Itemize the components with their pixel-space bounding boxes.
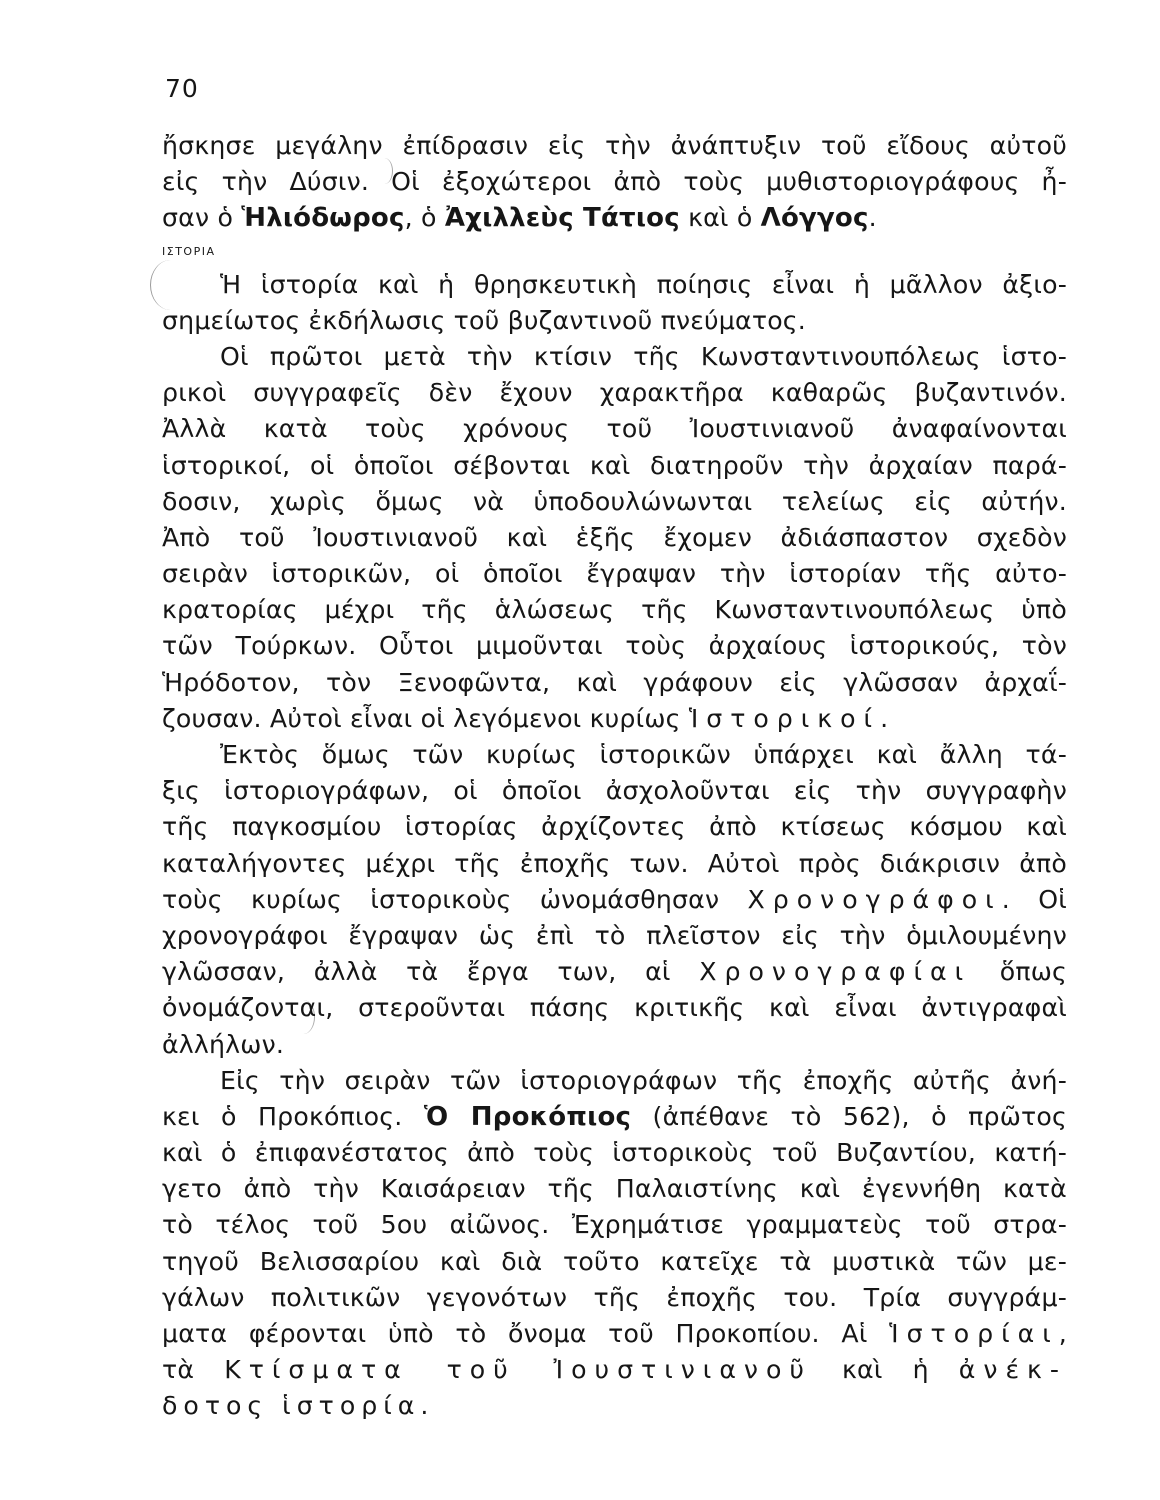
- text-run: , ὁ: [404, 203, 445, 233]
- text-line: Ἀλλὰ κατὰ τοὺς χρόνους τοῦ Ἰουστινιανοῦ ἀναφαίνονται: [162, 414, 1067, 444]
- text-line: Ἐκτὸς ὅμως τῶν κυρίως ἱστορικῶν ὑπάρχει καὶ ἄλλη τά-: [220, 740, 1067, 769]
- name-heliodoros: Ἡλιόδωρος: [241, 203, 405, 234]
- text-line: δοσιν, χωρὶς ὅμως νὰ ὑποδουλώνωνται τελείως εἰς αὐτήν.: [162, 486, 1067, 516]
- text-run: τὰ: [162, 1355, 225, 1385]
- text-run: τοὺς κυρίως ἱστορικοὺς ὠνομάσθησαν: [162, 884, 748, 914]
- name-longos: Λόγγος: [760, 203, 869, 234]
- text-line: καταλήγοντες μέχρι τῆς ἐποχῆς των. Αὐτοὶ πρὸς διάκρισιν ἀπὸ: [162, 848, 1067, 878]
- spaced-term-anekdotos: ἀνέκ-: [958, 1355, 1067, 1385]
- text-line: γάλων πολιτικῶν γεγονότων τῆς ἐποχῆς του. Τρία συγγράμ-: [162, 1282, 1067, 1312]
- spaced-term-istorikoi: Ἱστορικοί: [688, 703, 881, 733]
- text-run: . Οἱ: [1001, 884, 1067, 914]
- text-run: ζουσαν. Αὐτοὶ εἶναι οἱ λεγόμενοι κυρίως: [162, 703, 689, 733]
- text-line: [162, 1099, 1067, 1135]
- text-line: κρατορίας μέχρι τῆς ἁλώσεως τῆς Κωνσταντινουπόλεως ὑπὸ: [162, 595, 1067, 625]
- text-line: γετο ἀπὸ τὴν Καισάρειαν τῆς Παλαιστίνης καὶ ἐγεννήθη κατὰ: [162, 1174, 1067, 1204]
- text-run: ὅπως: [971, 957, 1067, 987]
- text-line: [162, 1316, 1067, 1352]
- text-run: (ἀπέθανε τὸ 562), ὁ πρῶτος: [631, 1101, 1067, 1131]
- margin-heading: ΙΣΤΟΡΙΑ: [162, 244, 216, 258]
- text-line: ἤσκησε μεγάλην ἐπίδρασιν εἰς τὴν ἀνάπτυξιν τοῦ εἴδους αὐτοῦ: [162, 131, 1067, 160]
- text-line: Εἰς τὴν σειρὰν τῶν ἱστοριογράφων τῆς ἐποχῆς αὐτῆς ἀνή-: [220, 1065, 1067, 1095]
- text-line: δοτος ἱστορία.: [162, 1391, 435, 1421]
- text-line: ὀνομάζονται, στεροῦνται πάσης κριτικῆς καὶ εἶναι ἀντιγραφαὶ: [162, 993, 1067, 1023]
- text-line: ρικοὶ συγγραφεῖς δὲν ἔχουν χαρακτῆρα καθαρῶς βυζαντινόν.: [162, 378, 1067, 408]
- text-line: τηγοῦ Βελισσαρίου καὶ διὰ τοῦτο κατεῖχε τὰ μυστικὰ τῶν με-: [162, 1246, 1067, 1276]
- page-number: 70: [165, 74, 199, 103]
- spaced-term-chronografiai: Χρονογραφίαι: [699, 957, 972, 987]
- text-line: καὶ ὁ ἐπιφανέστατος ἀπὸ τοὺς ἱστορικοὺς τοῦ Βυζαντίου, κατή-: [162, 1138, 1067, 1168]
- text-line: [162, 954, 1067, 990]
- text-line: Ἡρόδοτον, τὸν Ξενοφῶντα, καὶ γράφουν εἰς γλῶσσαν ἀρχαΐ-: [162, 667, 1067, 697]
- text-run: σαν ὁ: [162, 203, 242, 233]
- text-run: .: [880, 703, 889, 733]
- text-run: καὶ ὁ: [679, 203, 761, 233]
- text-run: .: [868, 203, 877, 233]
- text-line: Ἀπὸ τοῦ Ἰουστινιανοῦ καὶ ἑξῆς ἔχομεν ἀδιάσπαστον σχεδὸν: [162, 522, 1067, 552]
- spaced-term-istoriai: Ἱστορίαι: [889, 1319, 1059, 1348]
- text-run: κει ὁ Προκόπιος.: [162, 1101, 424, 1131]
- text-run: γλῶσσαν, ἀλλὰ τὰ ἔργα των, αἱ: [162, 957, 700, 987]
- text-run: ματα φέρονται ὑπὸ τὸ ὄνομα τοῦ Προκοπίου. Αἱ: [162, 1319, 890, 1348]
- name-prokopios: Ὁ Προκόπιος: [423, 1101, 632, 1132]
- text-line: [162, 1352, 1067, 1388]
- text-line: εἰς τὴν Δύσιν. Οἱ ἐξοχώτεροι ἀπὸ τοὺς μυθιστοριογράφους ἦ-: [162, 167, 1067, 197]
- text-line: ἱστορικοί, οἱ ὁποῖοι σέβονται καὶ διατηροῦν τὴν ἀρχαίαν παρά-: [162, 450, 1067, 480]
- text-line: τῶν Τούρκων. Οὗτοι μιμοῦνται τοὺς ἀρχαίους ἱστορικούς, τὸν: [162, 631, 1067, 661]
- text-line: χρονογράφοι ἔγραψαν ὡς ἐπὶ τὸ πλεῖστον εἰς τὴν ὁμιλουμένην: [162, 920, 1067, 950]
- text-line: ξις ἱστοριογράφων, οἱ ὁποῖοι ἀσχολοῦνται εἰς τὴν συγγραφὴν: [162, 776, 1067, 806]
- text-line: ἀλλήλων.: [162, 1029, 285, 1059]
- text-line: τῆς παγκοσμίου ἱστορίας ἀρχίζοντες ἀπὸ κτίσεως κόσμου καὶ: [162, 812, 1067, 842]
- text-run: ,: [1058, 1319, 1067, 1348]
- spaced-term-chronografoi: Χρονογράφοι: [747, 884, 1002, 914]
- text-line: σειρὰν ἱστορικῶν, οἱ ὁποῖοι ἔγραψαν τὴν ἱστορίαν τῆς αὐτο-: [162, 559, 1067, 589]
- text-run: καὶ ἡ: [811, 1355, 959, 1385]
- name-achilleus-tatios: Ἀχιλλεὺς Τάτιος: [444, 203, 680, 234]
- text-line: [162, 701, 1067, 737]
- text-line: σημείωτος ἐκδήλωσις τοῦ βυζαντινοῦ πνεύματος.: [162, 305, 806, 335]
- text-line: [162, 200, 1067, 236]
- text-line: Οἱ πρῶτοι μετὰ τὴν κτίσιν τῆς Κωνσταντινουπόλεως ἱστο-: [220, 341, 1067, 371]
- text-line: τὸ τέλος τοῦ 5ου αἰῶνος. Ἐχρημάτισε γραμματεὺς τοῦ στρα-: [162, 1210, 1067, 1240]
- text-line: Ἡ ἱστορία καὶ ἡ θρησκευτικὴ ποίησις εἶναι ἡ μᾶλλον ἀξιο-: [220, 269, 1067, 299]
- body-text: [162, 128, 1067, 1425]
- spaced-term-ktismata: Κτίσματα τοῦ Ἰουστινιανοῦ: [224, 1355, 812, 1385]
- text-line: [162, 882, 1067, 918]
